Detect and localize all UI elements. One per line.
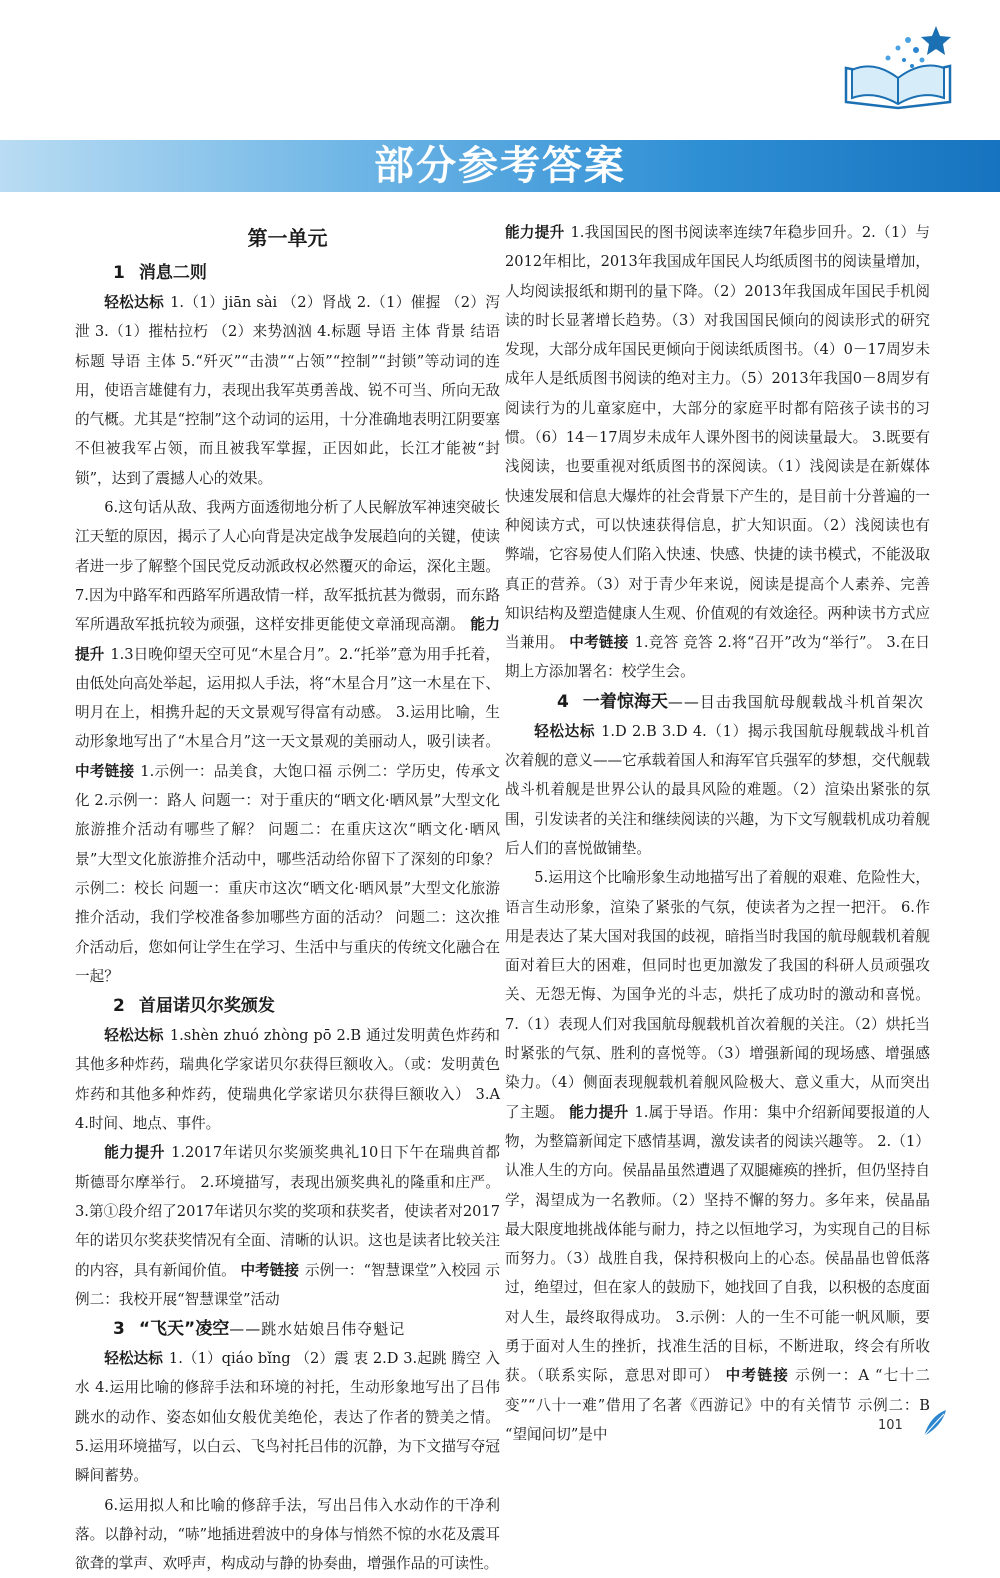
open-book-stars-logo-icon	[838, 20, 958, 110]
answer-paragraph	[505, 717, 930, 863]
answer-text: 1.属于导语。作用：集中介绍新闻要报道的人物，为整篇新闻定下感情基调，激发读者的阅读兴趣等。 2.（1）认准人生的方向。侯晶晶虽然遭遇了双腿瘫痪的挫折，但仍坚持自学，渴望成为一名教师。（2）坚持不懈的努力。多年来，侯晶晶最大限度地挑战体能与耐力，持之以恒地学习，为实现自己的目标而努力。（3）战胜自我，保持积极向上的心态。侯晶晶也曾低落过，绝望过，但在家人的鼓励下，她找回了自我，以积极的态度面对人生，最终取得成功。 3.示例：人的一生不可能一帆风顺，要勇于面对人生的挫折，找准生活的目标，不断进取，终会有所收获。（联系实际，意思对即可）	[505, 1103, 930, 1385]
answer-text: 1.2017年诺贝尔奖颁奖典礼10日下午在瑞典首都斯德哥尔摩举行。 2.环境描写，表现出颁奖典礼的隆重和庄严。 3.第①段介绍了2017年诺贝尔奖的奖项和获奖者，使读者对2017年的诺贝尔奖获奖情况有全面、清晰的认识。这也是读者比较关注的内容，具有新闻价值。	[75, 1144, 500, 1279]
answer-paragraph	[75, 1344, 500, 1490]
answer-label: 轻松达标	[104, 294, 165, 311]
answer-paragraph	[75, 288, 500, 493]
answer-text: 1.D 2.B 3.D 4.（1）揭示我国航母舰载战斗机首次着舰的意义——它承载着国人和海军官兵强军的梦想，交代舰载战斗机着舰是世界公认的最具风险的难题。（2）渲染出紧张的氛围，引发读者的关注和继续阅读的兴趣，为下文写舰载机成功着舰后人们的喜悦做铺垫。	[505, 722, 930, 857]
answer-text: 1.（1）jiān sài （2）肾战 2.（1）催握 （2）泻泄 3.（1）摧枯拉朽 （2）来势汹汹 4.标题 导语 主体 背景 结语 标题 导语 主体 5.“歼灭”“击溃”“占领”“控制”“封锁”等动词的连用，使语言雄健有力，表现出我军英勇善战、锐不可当、所向无敌的气概。尤其是“控制”这个动词的运用，十分准确地表明江阴要塞不但被我军占领，而且被我军掌握，正因如此，长江才能被“封锁”，达到了震撼人心的效果。	[75, 294, 500, 487]
section-number: 2	[113, 996, 125, 1017]
answer-paragraph	[75, 1491, 500, 1578]
answer-text: 1.我国国民的图书阅读率连续7年稳步回升。2.（1）与2012年相比，2013年我国成年国民人均纸质图书的阅读量增加，人均阅读报纸和期刊的量下降。（2）2013年我国成年国民手机阅读的时长显著增长趋势。（3）对我国国民倾向的阅读形式的研究发现，大部分成年国民更倾向于阅读纸质图书。（4）0－17周岁未成年人是纸质图书阅读的绝对主力。（5）2013年我国0－8周岁有阅读行为的儿童家庭中，大部分的家庭平时都有陪孩子读书的习惯。（6）14－17周岁未成年人课外图书的阅读量最大。 3.既要有浅阅读，也要重视对纸质图书的深阅读。（1）浅阅读是在新媒体快速发展和信息大爆炸的社会背景下产生的，是目前十分普遍的一种阅读方式，可以快速获得信息，扩大知识面。（2）浅阅读也有弊端，它容易使人们陷入快速、快感、快捷的读书模式，不能汲取真正的营养。（3）对于青少年来说，阅读是提高个人素养、完善知识结构及塑造健康人生观、价值观的有效途径。两种读书方式应当兼用。	[505, 224, 930, 652]
section-number: 4	[557, 691, 569, 712]
page-number: 101	[878, 1418, 903, 1433]
answer-paragraph	[75, 1138, 500, 1314]
answer-label: 能力提升	[104, 1144, 166, 1162]
answer-label: 轻松达标	[534, 722, 596, 740]
answer-text: 1.竞答 竞答 2.将“召开”改为“举行”。 3.在日期上方添加署名：校学生会。	[505, 634, 930, 681]
answer-paragraph	[75, 1021, 500, 1138]
answer-paragraph	[505, 218, 930, 687]
answer-text: 1.（1）qiáo bǐng （2）震 衷 2.D 3.起跳 腾空 入水 4.运用比喻的修辞手法和环境的衬托，生动形象地写出了吕伟跳水的动作、姿态如仙女般优美绝伦，表达了作者的赞美之情。 5.运用环境描写，以白云、飞鸟衬托吕伟的沉静，为下文描写夺冠瞬间蓄势。	[75, 1350, 500, 1485]
answer-text: 1.示例一：品美食，大饱口福 示例二：学历史，传承文化 2.示例一：路人 问题一：对于重庆的“晒文化·晒风景”大型文化旅游推介活动有哪些了解？ 问题二：在重庆这次“晒文化·晒风景”大型文化旅游推介活动中，哪些活动给你留下了深刻的印象？ 示例二：校长 问题一：重庆市这次“晒文化·晒风景”大型文化旅游推介活动，我们学校准备参加哪些方面的活动？ 问题二：这次推介活动后，您如何让学生在学习、生活中与重庆的传统文化融合在一起？	[75, 762, 500, 985]
answer-label: 中考链接	[75, 762, 135, 780]
answer-label: 轻松达标	[104, 1027, 164, 1045]
page-title: 部分参考答案	[374, 143, 626, 189]
answer-text: 1.shèn zhuó zhòng pō 2.B 通过发明黄色炸药和其他多种炸药，瑞典化学家诺贝尔获得巨额收入。（或：发明黄色炸药和其他多种炸药，使瑞典化学家诺贝尔获得巨额收入） 3.A 4.时间、地点、事件。	[75, 1027, 500, 1133]
answer-label: 能力提升	[505, 224, 565, 241]
section-subtitle: ——目击我国航母舰载战斗机首架次	[667, 692, 924, 711]
right-column	[505, 218, 930, 1449]
answer-paragraph	[75, 493, 500, 991]
section-title-3	[75, 1314, 500, 1344]
section-title-text: 消息二则	[138, 263, 207, 283]
section-title-4	[505, 687, 930, 717]
answer-text: 1.3日晚仰望天空可见“木星合月”。2.“托举”意为用手托着，由低处向高处举起，运用拟人手法，将“木星合月”这一木星在下、明月在上，相携升起的天文景观写得富有动感。 3.运用比喻，生动形象地写出了“木星合月”这一天文景观的美丽动人，吸引读者。	[75, 645, 500, 751]
section-title-1	[75, 258, 500, 288]
answer-label: 轻松达标	[104, 1350, 163, 1368]
section-title-text: 首届诺贝尔奖颁发	[138, 996, 275, 1017]
answer-text: 示例一：“智慧课堂”入校园 示例二：我校开展“智慧课堂”活动	[75, 1261, 500, 1308]
answer-label: 中考链接	[725, 1367, 790, 1385]
answer-text: 5.运用这个比喻形象生动地描写出了着舰的艰难、危险性大，语言生动形象，渲染了紧张的气氛，使读者为之捏一把汗。 6.作用是表达了某大国对我国的歧视，暗指当时我国的航母舰载机着舰面对着巨大的困难，但同时也更加激发了我国的科研人员顽强攻关、无怨无悔、为国争光的斗志，烘托了成功时的激动和喜悦。 7.（1）表现人们对我国航母舰载机首次着舰的关注。（2）烘托当时紧张的气氛、胜利的喜悦等。（3）增强新闻的现场感、增强感染力。（4）侧面表现舰载机着舰风险极大、意义重大，从而突出了主题。	[505, 869, 930, 1121]
section-title-text: 一着惊海天	[582, 691, 668, 712]
section-subtitle: ——跳水姑娘吕伟夺魁记	[229, 1320, 406, 1339]
section-title-2	[75, 991, 500, 1021]
section-number: 1	[113, 263, 125, 283]
left-column	[75, 218, 500, 1578]
answer-text: 6.这句话从敌、我两方面透彻地分析了人民解放军神速突破长江天堑的原因，揭示了人心向背是决定战争发展趋向的关键，使读者进一步了解整个国民党反动派政权必然覆灭的命运，深化主题。 7.因为中路军和西路军所遇敌情一样，敌军抵抗甚为微弱，而东路军所遇敌军抵抗较为顽强，这样安排更能使文章涌现高潮。	[75, 499, 500, 634]
unit-title: 第一单元	[247, 226, 328, 250]
section-number: 3	[113, 1319, 125, 1340]
leaf-ornament-icon	[920, 1406, 950, 1440]
answer-label: 能力提升	[75, 616, 500, 663]
answer-paragraph	[505, 863, 930, 1449]
answer-label: 中考链接	[240, 1261, 299, 1279]
answer-text: 6.运用拟人和比喻的修辞手法，写出吕伟入水动作的干净利落。以静衬动，“哧”地插进碧波中的身体与悄然不惊的水花及震耳欲聋的掌声、欢呼声，构成动与静的协奏曲，增强作品的可读性。	[75, 1496, 500, 1573]
answer-label: 能力提升	[569, 1103, 629, 1121]
section-title-text: “飞天”凌空	[138, 1319, 230, 1340]
answer-text: 示例一：A “七十二变”“八十一难”借用了名著《西游记》中的有关情节 示例二：B “望闻问切”是中	[505, 1367, 930, 1443]
answer-label: 中考链接	[569, 634, 629, 652]
